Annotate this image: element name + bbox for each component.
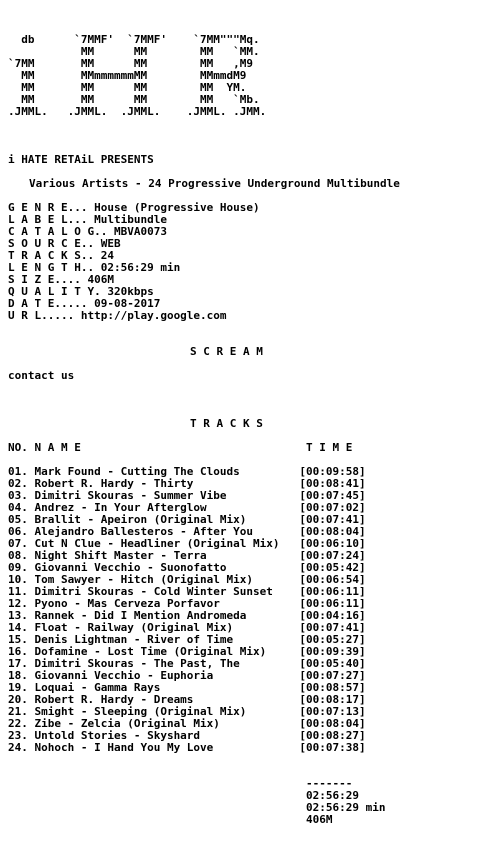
info-field: Q U A L I T Y. 320kbps <box>8 285 154 298</box>
info-field: L A B E L... Multibundle <box>8 213 167 226</box>
track-row: 17. Dimitri Skouras - The Past, The [00:05:40] <box>8 657 366 670</box>
track-row: 16. Dofamine - Lost Time (Original Mix) [00:09:39] <box>8 645 366 658</box>
track-row: 22. Zibe - Zelcia (Original Mix) [00:08:04] <box>8 717 366 730</box>
totals-line: 406M <box>8 813 333 826</box>
info-field: S O U R C E.. WEB <box>8 237 121 250</box>
track-row: 04. Andrez - In Your Afterglow [00:07:02] <box>8 501 366 514</box>
track-row: 19. Loquai - Gamma Rays [00:08:57] <box>8 681 366 694</box>
track-row: 21. Smight - Sleeping (Original Mix) [00:07:13] <box>8 705 366 718</box>
ascii-logo-line: MM MM MM MM `Mb. <box>8 93 260 106</box>
track-row: 02. Robert R. Hardy - Thirty [00:08:41] <box>8 477 366 490</box>
track-row: 06. Alejandro Ballesteros - After You [00:08:04] <box>8 525 366 538</box>
ascii-logo-line: .JMML. .JMML. .JMML. .JMML. .JMM. <box>8 105 267 118</box>
tracks-header: NO. N A M E T I M E <box>8 441 353 454</box>
track-row: 11. Dimitri Skouras - Cold Winter Sunset [00:06:11] <box>8 585 366 598</box>
blank-line <box>8 118 400 130</box>
blank-line <box>8 382 400 394</box>
nfo-document <box>8 34 400 826</box>
track-row: 01. Mark Found - Cutting The Clouds [00:09:58] <box>8 465 366 478</box>
track-row: 10. Tom Sawyer - Hitch (Original Mix) [00:06:54] <box>8 573 366 586</box>
track-row: 05. Brallit - Apeiron (Original Mix) [00:07:41] <box>8 513 366 526</box>
track-row: 03. Dimitri Skouras - Summer Vibe [00:07:45] <box>8 489 366 502</box>
track-row: 24. Nohoch - I Hand You My Love [00:07:38] <box>8 741 366 754</box>
track-row: 14. Float - Railway (Original Mix) [00:07:41] <box>8 621 366 634</box>
totals-line: 02:56:29 <box>8 789 359 802</box>
ascii-logo-line: MM MM MM `MM. <box>8 45 260 58</box>
track-row: 23. Untold Stories - Skyshard [00:08:27] <box>8 729 366 742</box>
info-field: D A T E..... 09-08-2017 <box>8 297 161 310</box>
totals-rule: ------- <box>8 777 353 790</box>
track-row: 09. Giovanni Vecchio - Suonofatto [00:05:42] <box>8 561 366 574</box>
blank-line <box>8 130 400 142</box>
ascii-logo-line: `7MM MM MM MM ,M9 <box>8 57 254 70</box>
track-row: 07. Cut N Clue - Headliner (Original Mix) [00:06:10] <box>8 537 366 550</box>
ascii-logo-line: MM MMmmmmmmMM MMmmdM9 <box>8 69 247 82</box>
track-row: 15. Denis Lightman - River of Time [00:05:27] <box>8 633 366 646</box>
track-row: 12. Pyono - Mas Cerveza Porfavor [00:06:11] <box>8 597 366 610</box>
track-row: 13. Rannek - Did I Mention Andromeda [00:04:16] <box>8 609 366 622</box>
presents-line: i HATE RETAiL PRESENTS <box>8 153 154 166</box>
info-field: C A T A L O G.. MBVA0073 <box>8 225 167 238</box>
info-field: U R L..... http://play.google.com <box>8 309 227 322</box>
scream-heading: S C R E A M <box>190 345 263 358</box>
ascii-logo-line: db `7MMF' `7MMF' `7MM"""Mq. <box>8 33 260 46</box>
track-row: 08. Night Shift Master - Terra [00:07:24] <box>8 549 366 562</box>
info-field: G E N R E... House (Progressive House) <box>8 201 260 214</box>
blank-line <box>8 754 400 766</box>
tracks-heading: T R A C K S <box>190 417 263 430</box>
info-field: S I Z E.... 406M <box>8 273 114 286</box>
track-row: 18. Giovanni Vecchio - Euphoria [00:07:27] <box>8 669 366 682</box>
blank-line <box>8 322 400 334</box>
info-field: T R A C K S.. 24 <box>8 249 114 262</box>
totals-line: 02:56:29 min <box>8 801 386 814</box>
contact-link: contact us <box>8 369 75 382</box>
info-field: L E N G T H.. 02:56:29 min <box>8 261 181 274</box>
ascii-logo-line: MM MM MM MM YM. <box>8 81 247 94</box>
blank-line <box>8 394 400 406</box>
release-title: Various Artists - 24 Progressive Underground Multibundle <box>29 177 400 190</box>
track-row: 20. Robert R. Hardy - Dreams [00:08:17] <box>8 693 366 706</box>
